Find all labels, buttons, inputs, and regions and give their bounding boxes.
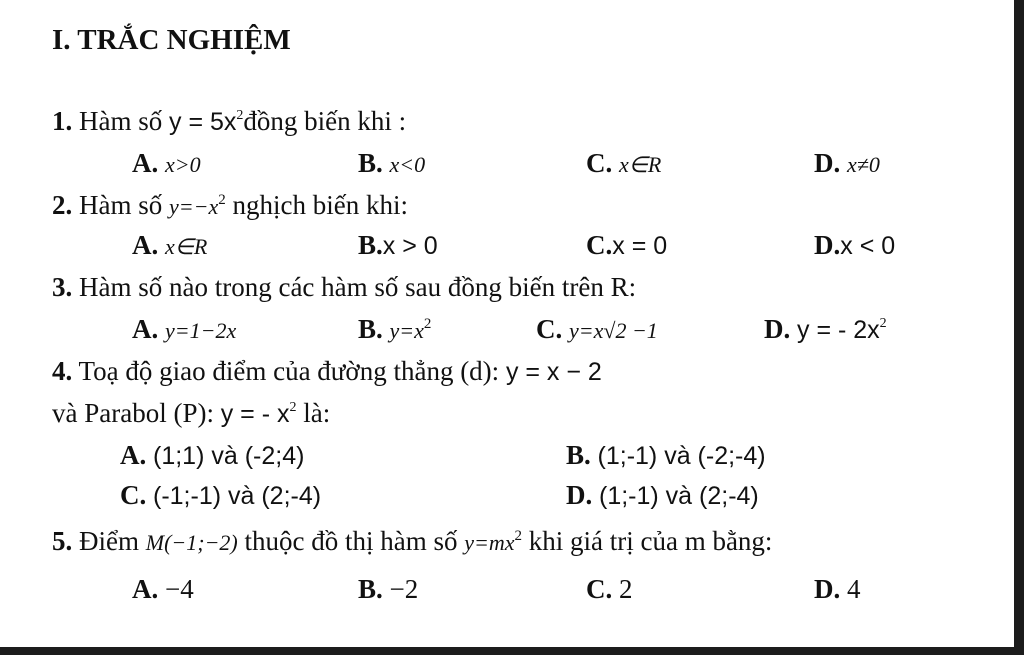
question-text: Hàm số nào trong các hàm số sau đồng biến trên R: (79, 272, 637, 302)
question-text: nghịch biến khi: (225, 190, 408, 220)
question-4-line-2 (52, 400, 330, 427)
option-c (586, 576, 633, 603)
question-3 (52, 274, 636, 301)
question-text: và Parabol (P): (52, 398, 221, 428)
option-label: B. (358, 574, 383, 604)
option-c (536, 316, 658, 343)
option-math: y=1−2x (165, 318, 237, 343)
question-text: thuộc đồ thị hàm số (237, 526, 465, 556)
option-a (132, 576, 194, 603)
option-label: A. (132, 230, 159, 260)
exponent: 2 (236, 108, 244, 123)
option-b (358, 232, 438, 259)
math-expression: M(−1;−2) (145, 530, 238, 555)
option-text: −2 (389, 574, 419, 604)
option-b (358, 150, 425, 177)
option-a (132, 150, 201, 177)
option-label: B. (566, 440, 591, 470)
option-b (358, 316, 431, 343)
option-label: C. (120, 480, 147, 510)
question-text: đồng biến khi : (243, 106, 407, 136)
exponent: 2 (218, 192, 226, 208)
math-expression: y=mx (464, 530, 515, 555)
option-text: (-1;-1) và (2;-4) (153, 482, 322, 510)
option-label: D. (814, 230, 841, 260)
option-b (566, 442, 766, 469)
option-label: A. (132, 148, 159, 178)
option-text: (1;-1) và (2;-4) (599, 482, 759, 510)
question-text: khi giá trị của m bằng: (522, 526, 773, 556)
option-d (566, 482, 759, 509)
option-math: y=x (389, 318, 424, 343)
math-expression: y = x − 2 (505, 358, 602, 386)
question-number: 4. (52, 356, 73, 386)
option-label: D. (814, 148, 841, 178)
option-label: A. (120, 440, 147, 470)
question-text: Điểm (79, 526, 146, 556)
question-number: 1. (52, 106, 73, 136)
option-label: A. (132, 574, 159, 604)
section-title: I. TRẮC NGHIỆM (52, 24, 291, 56)
math-expression: y = - x (220, 400, 290, 428)
option-math: x<0 (389, 152, 426, 177)
question-2 (52, 192, 408, 219)
option-label: C. (586, 574, 613, 604)
question-text: là: (296, 398, 331, 428)
question-text: Toạ độ giao điểm của đường thẳng (d): (78, 356, 506, 386)
option-label: D. (566, 480, 593, 510)
question-text: Hàm số (79, 106, 169, 136)
option-label: B. (358, 314, 383, 344)
right-border (1014, 0, 1024, 655)
option-a (132, 232, 207, 259)
option-d (764, 316, 887, 343)
exponent: 2 (423, 316, 432, 332)
option-math: x < 0 (840, 232, 896, 260)
option-math: x > 0 (382, 232, 438, 260)
option-label: D. (764, 314, 791, 344)
option-math: x>0 (165, 152, 201, 177)
math-expression: y=−x (169, 194, 219, 219)
option-d (814, 150, 880, 177)
option-d (814, 232, 895, 259)
question-number: 2. (52, 190, 73, 220)
option-c (120, 482, 321, 509)
option-math: y = - 2x (797, 316, 880, 344)
question-1 (52, 108, 406, 135)
option-a (120, 442, 304, 469)
question-text: Hàm số (79, 190, 169, 220)
option-b (358, 576, 418, 603)
question-5 (52, 528, 772, 555)
option-math: x≠0 (847, 152, 880, 177)
option-label: B. (358, 148, 383, 178)
option-label: D. (814, 574, 841, 604)
option-text: −4 (165, 574, 194, 604)
option-math: x∈R (165, 234, 208, 259)
option-text: 4 (847, 574, 861, 604)
bottom-border (0, 647, 1024, 655)
option-text: 2 (619, 574, 633, 604)
option-label: B. (358, 230, 383, 260)
option-label: A. (132, 314, 159, 344)
option-c (586, 150, 661, 177)
option-label: C. (536, 314, 563, 344)
exponent: 2 (289, 400, 297, 415)
option-text: (1;1) và (-2;4) (153, 442, 305, 470)
exponent: 2 (879, 316, 887, 331)
option-math: x = 0 (612, 232, 668, 260)
question-4 (52, 358, 602, 385)
option-math: y=x√2 −1 (569, 318, 658, 343)
question-number: 5. (52, 526, 73, 556)
option-label: C. (586, 230, 613, 260)
exponent: 2 (514, 528, 522, 544)
option-a (132, 316, 236, 343)
question-number: 3. (52, 272, 73, 302)
option-c (586, 232, 667, 259)
option-text: (1;-1) và (-2;-4) (597, 442, 766, 470)
math-expression: y = 5x (169, 108, 237, 136)
option-d (814, 576, 861, 603)
option-math: x∈R (619, 152, 662, 177)
option-label: C. (586, 148, 613, 178)
